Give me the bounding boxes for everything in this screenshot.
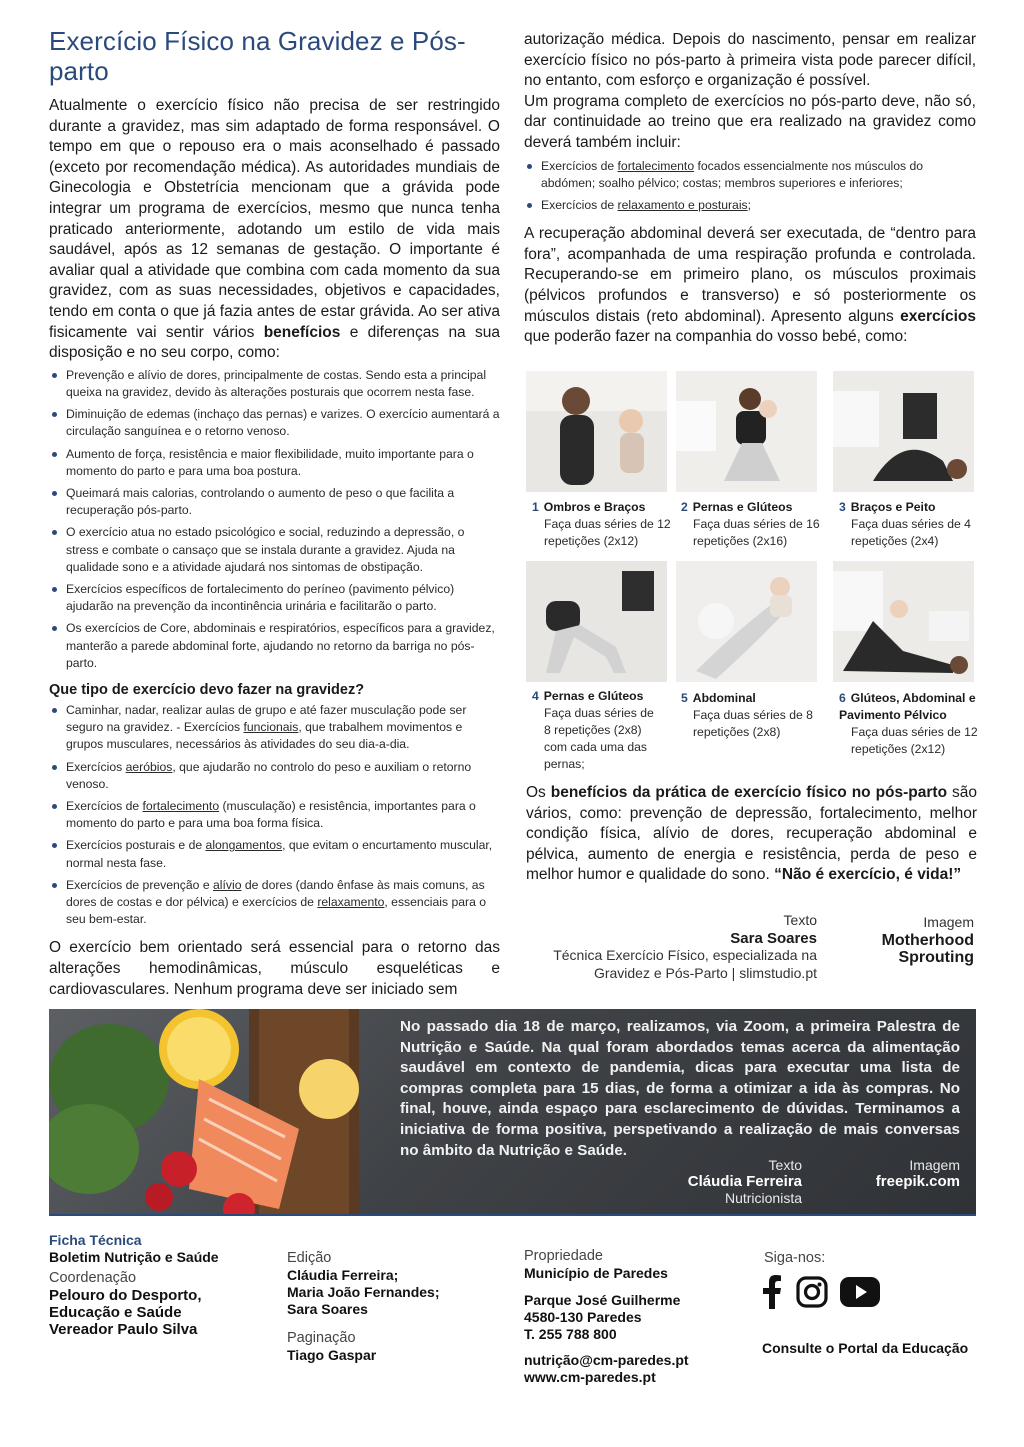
exercise-title: Abdominal <box>692 691 756 705</box>
exercise-description: Faça duas séries de 12 repetições (2x12) <box>544 517 671 548</box>
left-column <box>49 26 500 1000</box>
footer-label: Edição <box>287 1250 332 1266</box>
footer-value: Maria João Fernandes; <box>287 1284 440 1300</box>
exercise-description: Faça duas séries de 12 repetições (2x12) <box>851 725 978 756</box>
item-text: , que trabalhem movimentos e grupos musculares, necessários às atividades do seu dia-a-dia. <box>66 720 463 752</box>
exercise-caption-4 <box>532 688 678 773</box>
footer-value: Boletim Nutrição e Saúde <box>49 1249 219 1265</box>
exercise-title: Pernas e Glúteos <box>543 689 644 703</box>
list-item <box>49 877 500 929</box>
list-item: Os exercícios de Core, abdominais e respiratórios, específicos para a gravidez, manterão a parede abdominal forte, ajudando no retorno da barriga no pós-parto. <box>49 620 500 672</box>
section-heading: Que tipo de exercício devo fazer na gravidez? <box>49 681 365 698</box>
exercise-title: Glúteos, Abdominal e Pavimento Pélvico <box>839 691 976 722</box>
banner-image-credit <box>849 1157 960 1190</box>
underlined-term: relaxamento e posturais <box>617 197 748 212</box>
list-item <box>524 197 976 214</box>
nutrition-banner <box>49 1009 976 1216</box>
exercise-number: 2 <box>681 500 688 514</box>
footer-value: Sara Soares <box>287 1301 368 1317</box>
intro-text-1: Atualmente o exercício físico não precisa de ser restringido durante a gravidez, mas sim adaptado de forma responsável. O tempo em que o repouso era o mais aconselhado é passado (exceto por recomendação médica). As autoridades mundiais de Ginecologia e Obstetrícia mencionam que a grávida pode integrar um programa de exercícios, mesmo que nunca tenha praticado anteriormente, adotando um estilo de vida mais saudável, após as 12 semanas de gestação. O importante é avaliar qual a atividade que combina com cada momento da sua gravidez, com as suas necessidades, objetivos e capacidades, tendo em conta o que já fazia antes de estar grávida. Ao ser ativa fisicamente vai sentir vários <box>49 97 500 341</box>
exercise-photo-5 <box>676 561 817 682</box>
credit-role: Gravidez e Pós-Parto | slimstudio.pt <box>593 964 817 981</box>
list-item: Queimará mais calorias, controlando o aumento de peso o que facilita a recuperação pós-parto. <box>49 485 500 519</box>
list-item <box>49 702 500 754</box>
exercise-caption-5 <box>681 690 827 741</box>
exercise-photo-6 <box>833 561 974 682</box>
exercise-description: Faça duas séries de 8 repetições (2x8) <box>693 708 813 739</box>
footer-label: Propriedade <box>524 1248 603 1264</box>
credit-label: Texto <box>768 1157 802 1173</box>
list-item <box>49 798 500 832</box>
footer-value: Vereador Paulo Silva <box>49 1321 198 1338</box>
right-column <box>524 30 976 348</box>
website-link[interactable]: www.cm-paredes.pt <box>524 1369 656 1385</box>
footer-value: Município de Paredes <box>524 1265 668 1281</box>
underlined-term: fortalecimento <box>617 158 695 173</box>
item-text: focados essencialmente nos músculos do abdómen; soalho pélvico; costas; membros superiores e inferiores; <box>541 158 924 190</box>
item-text: Exercícios de <box>541 197 618 212</box>
benefits-quote: “Não é exercício, é vida!” <box>774 866 962 884</box>
footer-value: Educação e Saúde <box>49 1304 182 1321</box>
exercise-description: Faça duas séries de 4 repetições (2x4) <box>851 517 971 548</box>
item-text: Exercícios de <box>66 798 143 813</box>
item-text: Exercícios <box>66 759 126 774</box>
list-item: O exercício atua no estado psicológico e social, reduzindo a depressão, o stress e combate o cansaço que se instala durante a gravidez. Ajuda na qualidade sono e a atividade ajudará nos sintomas de obstipação. <box>49 524 500 576</box>
photo-placeholder <box>526 561 667 682</box>
credit-label: Imagem <box>909 1157 960 1173</box>
exercise-caption-1 <box>532 499 678 550</box>
exercise-caption-6 <box>839 690 979 758</box>
footer-value: Pelouro do Desporto, <box>49 1287 202 1304</box>
exercise-caption-2 <box>681 499 827 550</box>
credit-name: Cláudia Ferreira <box>687 1172 802 1190</box>
underlined-term: fortalecimento <box>142 798 220 813</box>
portal-link[interactable]: Consulte o Portal da Educação <box>762 1340 969 1356</box>
footer-value: Parque José Guilherme <box>524 1292 681 1308</box>
exercise-title: Ombros e Braços <box>543 500 646 514</box>
recovery-text-2: que poderão fazer na companhia do vosso bebé, como: <box>524 328 908 346</box>
photo-placeholder <box>833 561 974 682</box>
exercise-number: 5 <box>681 691 688 705</box>
page-title: Exercício Físico na Gravidez e Pós-parto <box>49 26 466 86</box>
footer-value: Tiago Gaspar <box>287 1347 377 1363</box>
photo-placeholder <box>526 371 667 492</box>
underlined-term: relaxamento <box>317 895 385 909</box>
footer-label: Ficha Técnica <box>49 1232 142 1248</box>
intro-bold: benefícios <box>263 323 341 341</box>
item-text: , que ajudarão no controlo do peso e auxiliam o retorno venoso. <box>66 759 472 791</box>
footer-value: T. 255 788 800 <box>524 1326 617 1342</box>
credit-name: freepik.com <box>875 1172 960 1190</box>
benefits-list <box>49 367 500 672</box>
food-image <box>49 1009 369 1216</box>
item-text: de dores (dando ênfase às mais comuns, as dores de costas e dor pélvica) e exercícios de <box>66 877 485 909</box>
footer-portal <box>762 1340 977 1357</box>
footer-value: 4580-130 Paredes <box>524 1309 642 1325</box>
list-item <box>49 837 500 871</box>
item-text: , essenciais para o seu bem-estar. <box>66 895 487 927</box>
program-paragraph: Um programa completo de exercícios no pós-parto deve, não só, dar continuidade ao treino que era realizado na gravidez como deverá também incluir: <box>524 92 976 151</box>
facebook-icon[interactable] <box>760 1275 784 1314</box>
exercise-description: Faça duas séries de 8 repetições (2x8) com cada uma das pernas; <box>544 706 654 771</box>
email-link[interactable]: nutrição@cm-paredes.pt <box>524 1352 689 1368</box>
credit-label: Imagem <box>923 914 974 930</box>
footer-ficha <box>49 1232 269 1338</box>
follow-label: Siga-nos: <box>764 1250 826 1266</box>
underlined-term: aeróbios <box>125 759 173 774</box>
credit-name: Motherhood <box>881 931 974 949</box>
exercise-caption-3 <box>839 499 985 550</box>
item-text: ; <box>747 197 752 212</box>
exercise-number: 1 <box>532 500 539 514</box>
item-text: Exercícios de <box>541 158 618 173</box>
postpartum-benefits-paragraph <box>526 783 977 886</box>
footer-propriedade <box>524 1248 734 1386</box>
social-icons <box>760 1275 880 1314</box>
text-credit <box>520 912 817 982</box>
list-item: Diminuição de edemas (inchaço das pernas) e varizes. O exercício aumentará a circulação sanguínea e o retorno venoso. <box>49 406 500 440</box>
item-text: Caminhar, nadar, realizar aulas de grupo e até fazer musculação pode ser seguro na gravidez. - Exercícios <box>66 702 467 735</box>
list-item <box>524 158 976 192</box>
program-list <box>524 158 976 215</box>
recovery-text-1: A recuperação abdominal deverá ser executada, de “dentro para fora”, acompanhada de uma respiração profunda e controlada. Recuperando-se em primeiro plano, os músculos proximais (pélvicos profundos e transverso) e só posteriormente os músculos distais (reto abdominal). Apresento alguns <box>524 225 976 325</box>
list-item: Aumento de força, resistência e maior flexibilidade, muito importante para o momento do parto e para uma boa postura. <box>49 446 500 480</box>
benefits-text: são vários, como: prevenção de depressão, fortalecimento, melhor condição física, alívio de dores, recuperação abdominal e pélvica, aumento de energia e resistência, perda de peso e melhor humor e qualidade do sono. <box>526 784 977 884</box>
continuation-paragraph: autorização médica. Depois do nascimento, pensar em realizar exercício físico no pós-parto à primeira vista pode parecer difícil, no entanto, com esforço e organização é possível. <box>524 31 976 90</box>
credit-role: Técnica Exercício Físico, especializada na <box>553 947 817 963</box>
exercise-number: 6 <box>839 691 846 705</box>
photo-placeholder <box>676 561 817 682</box>
footer-label: Paginação <box>287 1330 356 1346</box>
exercise-description: Faça duas séries de 16 repetições (2x16) <box>693 517 820 548</box>
footer-edicao <box>287 1250 487 1364</box>
credit-name: Sprouting <box>898 949 974 966</box>
credit-name: Sara Soares <box>730 929 817 947</box>
item-text: (musculação) e resistência, importantes para o momento do parto e para uma boa forma física. <box>66 798 476 831</box>
list-item: Prevenção e alívio de dores, principalmente de costas. Sendo esta a principal queixa na gravidez, devido às alterações posturais que ocorrem nesta fase. <box>49 367 500 401</box>
exercise-title: Pernas e Glúteos <box>692 500 793 514</box>
image-credit <box>846 914 974 967</box>
underlined-term: funcionais <box>243 720 299 735</box>
exercise-photo-4 <box>526 561 667 682</box>
recovery-paragraph <box>524 224 976 348</box>
recovery-bold: exercícios <box>900 307 976 325</box>
exercise-photo-3 <box>833 371 974 492</box>
footer-value: Cláudia Ferreira; <box>287 1267 399 1283</box>
exercise-number: 3 <box>839 500 846 514</box>
credit-role: Nutricionista <box>724 1190 802 1206</box>
exercise-types-list <box>49 702 500 928</box>
footer-social <box>764 1250 964 1267</box>
banner-text-credit <box>679 1157 802 1207</box>
benefits-bold: benefícios da prática de exercício físico no pós-parto <box>550 784 948 801</box>
benefits-text-pre: Os <box>526 784 546 801</box>
exercise-photo-2 <box>676 371 817 492</box>
photo-placeholder <box>676 371 817 492</box>
intro-paragraph <box>49 96 500 364</box>
underlined-term: alívio <box>213 877 242 892</box>
underlined-term: alongamentos <box>205 838 283 853</box>
intro-text-2: e diferenças na sua disposição e no seu corpo, como: <box>49 323 500 362</box>
instagram-icon[interactable] <box>796 1276 828 1313</box>
item-text: , que evitam o encurtamento muscular, normal nesta fase. <box>66 838 493 870</box>
footer-label: Coordenação <box>49 1270 137 1286</box>
youtube-icon[interactable] <box>840 1277 880 1312</box>
closing-paragraph: O exercício bem orientado será essencial para o retorno das alterações hemodinâmicas, músculo esqueléticas e cardiovasculares. Nenhum programa deve ser iniciado sem <box>49 939 500 998</box>
banner-text: No passado dia 18 de março, realizamos, via Zoom, a primeira Palestra de Nutrição e Saúde. Na qual foram abordados temas acerca da alimentação saudável em contexto de pandemia, dicas para executar uma lista de compras completa para 15 dias, de forma a otimizar a ida às compras. No final, houve, ainda espaço para esclarecimento de dúvidas. Terminamos a iniciativa de forma positiva, perspetivando a realização de mais conversas no âmbito da Nutrição e Saúde. <box>400 1018 960 1159</box>
exercise-title: Braços e Peito <box>850 500 936 514</box>
item-text: Exercícios de prevenção e <box>66 877 214 892</box>
credit-label: Texto <box>783 912 817 928</box>
exercise-number: 4 <box>532 689 539 703</box>
item-text: Exercícios posturais e de <box>66 838 206 853</box>
list-item: Exercícios específicos de fortalecimento do períneo (pavimento pélvico) ajudarão na prevenção da incontinência urinária e facilitarão o parto. <box>49 581 500 615</box>
photo-placeholder <box>833 371 974 492</box>
exercise-photo-1 <box>526 371 667 492</box>
list-item <box>49 759 500 793</box>
